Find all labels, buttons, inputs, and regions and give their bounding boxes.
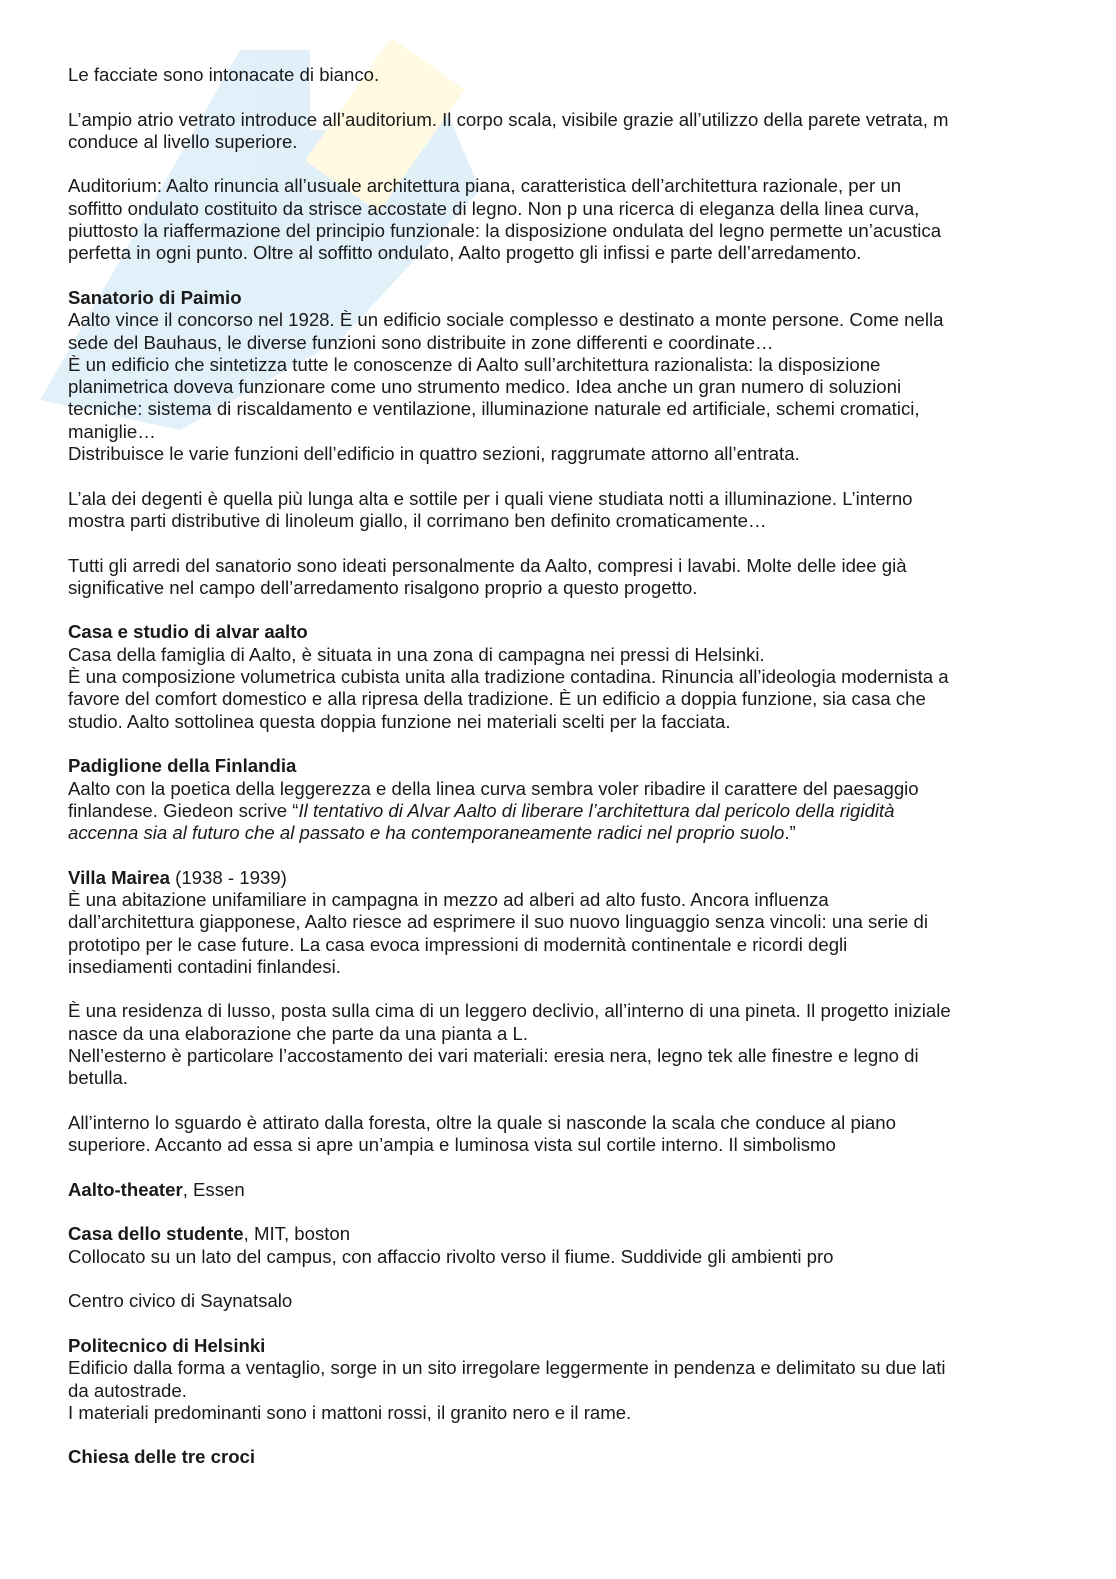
text-line: planimetrica doveva funzionare come uno strumento medico. Idea anche un gran numero di soluzioni — [68, 376, 902, 398]
section-title: Casa e studio di alvar aalto — [68, 621, 308, 643]
text-line: piuttosto la riaffermazione del principio funzionale: la disposizione ondulata del legno permette un’acustica — [68, 220, 942, 242]
paragraph-casa — [68, 621, 1042, 732]
section-title-suffix: , Essen — [182, 1178, 245, 1200]
paragraph-paimio3 — [68, 555, 1042, 600]
paragraph-chiesa — [68, 1446, 1042, 1468]
text-line: Distribuisce le varie funzioni dell’edificio in quattro sezioni, raggrumate attorno all’entrata. — [68, 443, 800, 465]
section-heading — [68, 867, 1042, 889]
section-heading — [68, 287, 1042, 309]
text-line: Nell’esterno è particolare l’accostamento dei vari materiali: eresia nera, legno tek alle finestre e legno di — [68, 1045, 919, 1067]
text-line: Casa della famiglia di Aalto, è situata in una zona di campagna nei pressi di Helsinki. — [68, 643, 765, 665]
section-title: Chiesa delle tre croci — [68, 1446, 256, 1468]
text-line: soffitto ondulato costituito da strisce accostate di legno. Non p una ricerca di eleganza della linea curva, — [68, 197, 920, 219]
section-heading — [68, 1179, 1042, 1201]
document-page — [68, 64, 1042, 1491]
text-line: È una abitazione unifamiliare in campagna in mezzo ad alberi ad alto fusto. Ancora influenza — [68, 888, 829, 910]
text-line: È una residenza di lusso, posta sulla cima di un leggero declivio, all’interno di una pineta. Il progetto iniziale — [68, 1000, 951, 1022]
text-line: Edificio dalla forma a ventaglio, sorge in un sito irregolare leggermente in pendenza e delimitato su due lati — [68, 1357, 946, 1379]
text-line: È un edificio che sintetizza tutte le conoscenze di Aalto sull’architettura razionalista: la disposizione — [68, 353, 881, 375]
text-line: Tutti gli arredi del sanatorio sono ideati personalmente da Aalto, compresi i lavabi. Molte delle idee già — [68, 554, 907, 576]
paragraph-auditorium — [68, 175, 1042, 264]
paragraph-intro2 — [68, 109, 1042, 154]
text-line: Centro civico di Saynatsalo — [68, 1290, 293, 1312]
text-line: sede del Bauhaus, le diverse funzioni sono distribuite in zone differenti e coordinate… — [68, 331, 774, 353]
paragraph-politecnico — [68, 1335, 1042, 1424]
section-title: Sanatorio di Paimio — [68, 286, 242, 308]
text-line: nasce da una elaborazione che parte da una pianta a L. — [68, 1022, 529, 1044]
text-line: da autostrade. — [68, 1379, 187, 1401]
text-line: È una composizione volumetrica cubista unita alla tradizione contadina. Rinuncia all’ideologia modernista a — [68, 666, 949, 688]
text-line: insediamenti contadini finlandesi. — [68, 955, 341, 977]
section-heading — [68, 1335, 1042, 1357]
text-line: maniglie… — [68, 420, 156, 442]
section-title: Padiglione della Finlandia — [68, 755, 297, 777]
paragraph-paimio — [68, 287, 1042, 465]
paragraph-intro1 — [68, 64, 1042, 86]
text-line: Collocato su un lato del campus, con affaccio rivolto verso il fiume. Suddivide gli ambienti pro — [68, 1245, 834, 1267]
text-line: accenna sia al futuro che al passato e ha contemporaneamente radici nel proprio suolo.” — [68, 822, 796, 844]
paragraph-paimio2 — [68, 488, 1042, 533]
section-heading — [68, 1223, 1042, 1245]
section-heading — [68, 1446, 1042, 1468]
text-line: L’ala dei degenti è quella più lunga alta e sottile per i quali viene studiata notti a illuminazione. L’interno — [68, 487, 913, 509]
text-line: finlandese. Giedeon scrive “Il tentativo di Alvar Aalto di liberare l’architettura dal pericolo della rigidità — [68, 799, 895, 821]
text-line: dall’architettura giapponese, Aalto riesce ad esprimere il suo nuovo linguaggio senza vincoli: una serie di — [68, 911, 928, 933]
text-line: studio. Aalto sottolinea questa doppia funzione nei materiali scelti per la facciata. — [68, 710, 731, 732]
text-line: conduce al livello superiore. — [68, 130, 298, 152]
text-line: betulla. — [68, 1067, 128, 1089]
section-title-suffix: (1938 - 1939) — [169, 866, 287, 888]
section-heading — [68, 755, 1042, 777]
paragraph-saynatsalo — [68, 1290, 1042, 1312]
text-line: All’interno lo sguardo è attirato dalla foresta, oltre la quale si nasconde la scala che conduce al piano — [68, 1111, 896, 1133]
text-line: Aalto vince il concorso nel 1928. È un edificio sociale complesso e destinato a monte persone. Come nella — [68, 309, 944, 331]
paragraph-mairea — [68, 867, 1042, 978]
paragraph-mairea3 — [68, 1112, 1042, 1157]
paragraph-padiglione — [68, 755, 1042, 844]
text-line: perfetta in ogni punto. Oltre al soffitto ondulato, Aalto progetto gli infissi e parte dell’arredamento. — [68, 242, 862, 264]
text-line: tecniche: sistema di riscaldamento e ventilazione, illuminazione naturale ed artificiale, schemi cromatici, — [68, 398, 920, 420]
text-line: Aalto con la poetica della leggerezza e della linea curva sembra voler ribadire il carattere del paesaggio — [68, 777, 919, 799]
text-line: Auditorium: Aalto rinuncia all’usuale architettura piana, caratteristica dell’architettura razionale, per un — [68, 175, 902, 197]
paragraph-studente — [68, 1223, 1042, 1268]
paragraph-mairea2 — [68, 1000, 1042, 1089]
text-line: superiore. Accanto ad essa si apre un’ampia e luminosa vista sul cortile interno. Il simbolismo — [68, 1134, 836, 1156]
text-line: favore del comfort domestico e alla ripresa della tradizione. È un edificio a doppia funzione, sia casa che — [68, 688, 926, 710]
text-line: L’ampio atrio vetrato introduce all’auditorium. Il corpo scala, visibile grazie all’utilizzo della parete vetrata, m — [68, 108, 949, 130]
text-line: prototipo per le case future. La casa evoca impressioni di modernità continentale e ricordi degli — [68, 933, 848, 955]
paragraph-theater — [68, 1179, 1042, 1201]
text-line: I materiali predominanti sono i mattoni rossi, il granito nero e il rame. — [68, 1401, 632, 1423]
section-title-suffix: , MIT, boston — [243, 1223, 351, 1245]
text-line: mostra parti distributive di linoleum giallo, il corrimano ben definito cromaticamente… — [68, 509, 767, 531]
section-title: Politecnico di Helsinki — [68, 1334, 266, 1356]
text-line: significative nel campo dell’arredamento risalgono proprio a questo progetto. — [68, 576, 698, 598]
section-heading — [68, 621, 1042, 643]
section-title: Villa Mairea — [68, 866, 170, 888]
section-title: Casa dello studente — [68, 1223, 244, 1245]
text-line: Le facciate sono intonacate di bianco. — [68, 64, 380, 85]
section-title: Aalto-theater — [68, 1178, 183, 1200]
